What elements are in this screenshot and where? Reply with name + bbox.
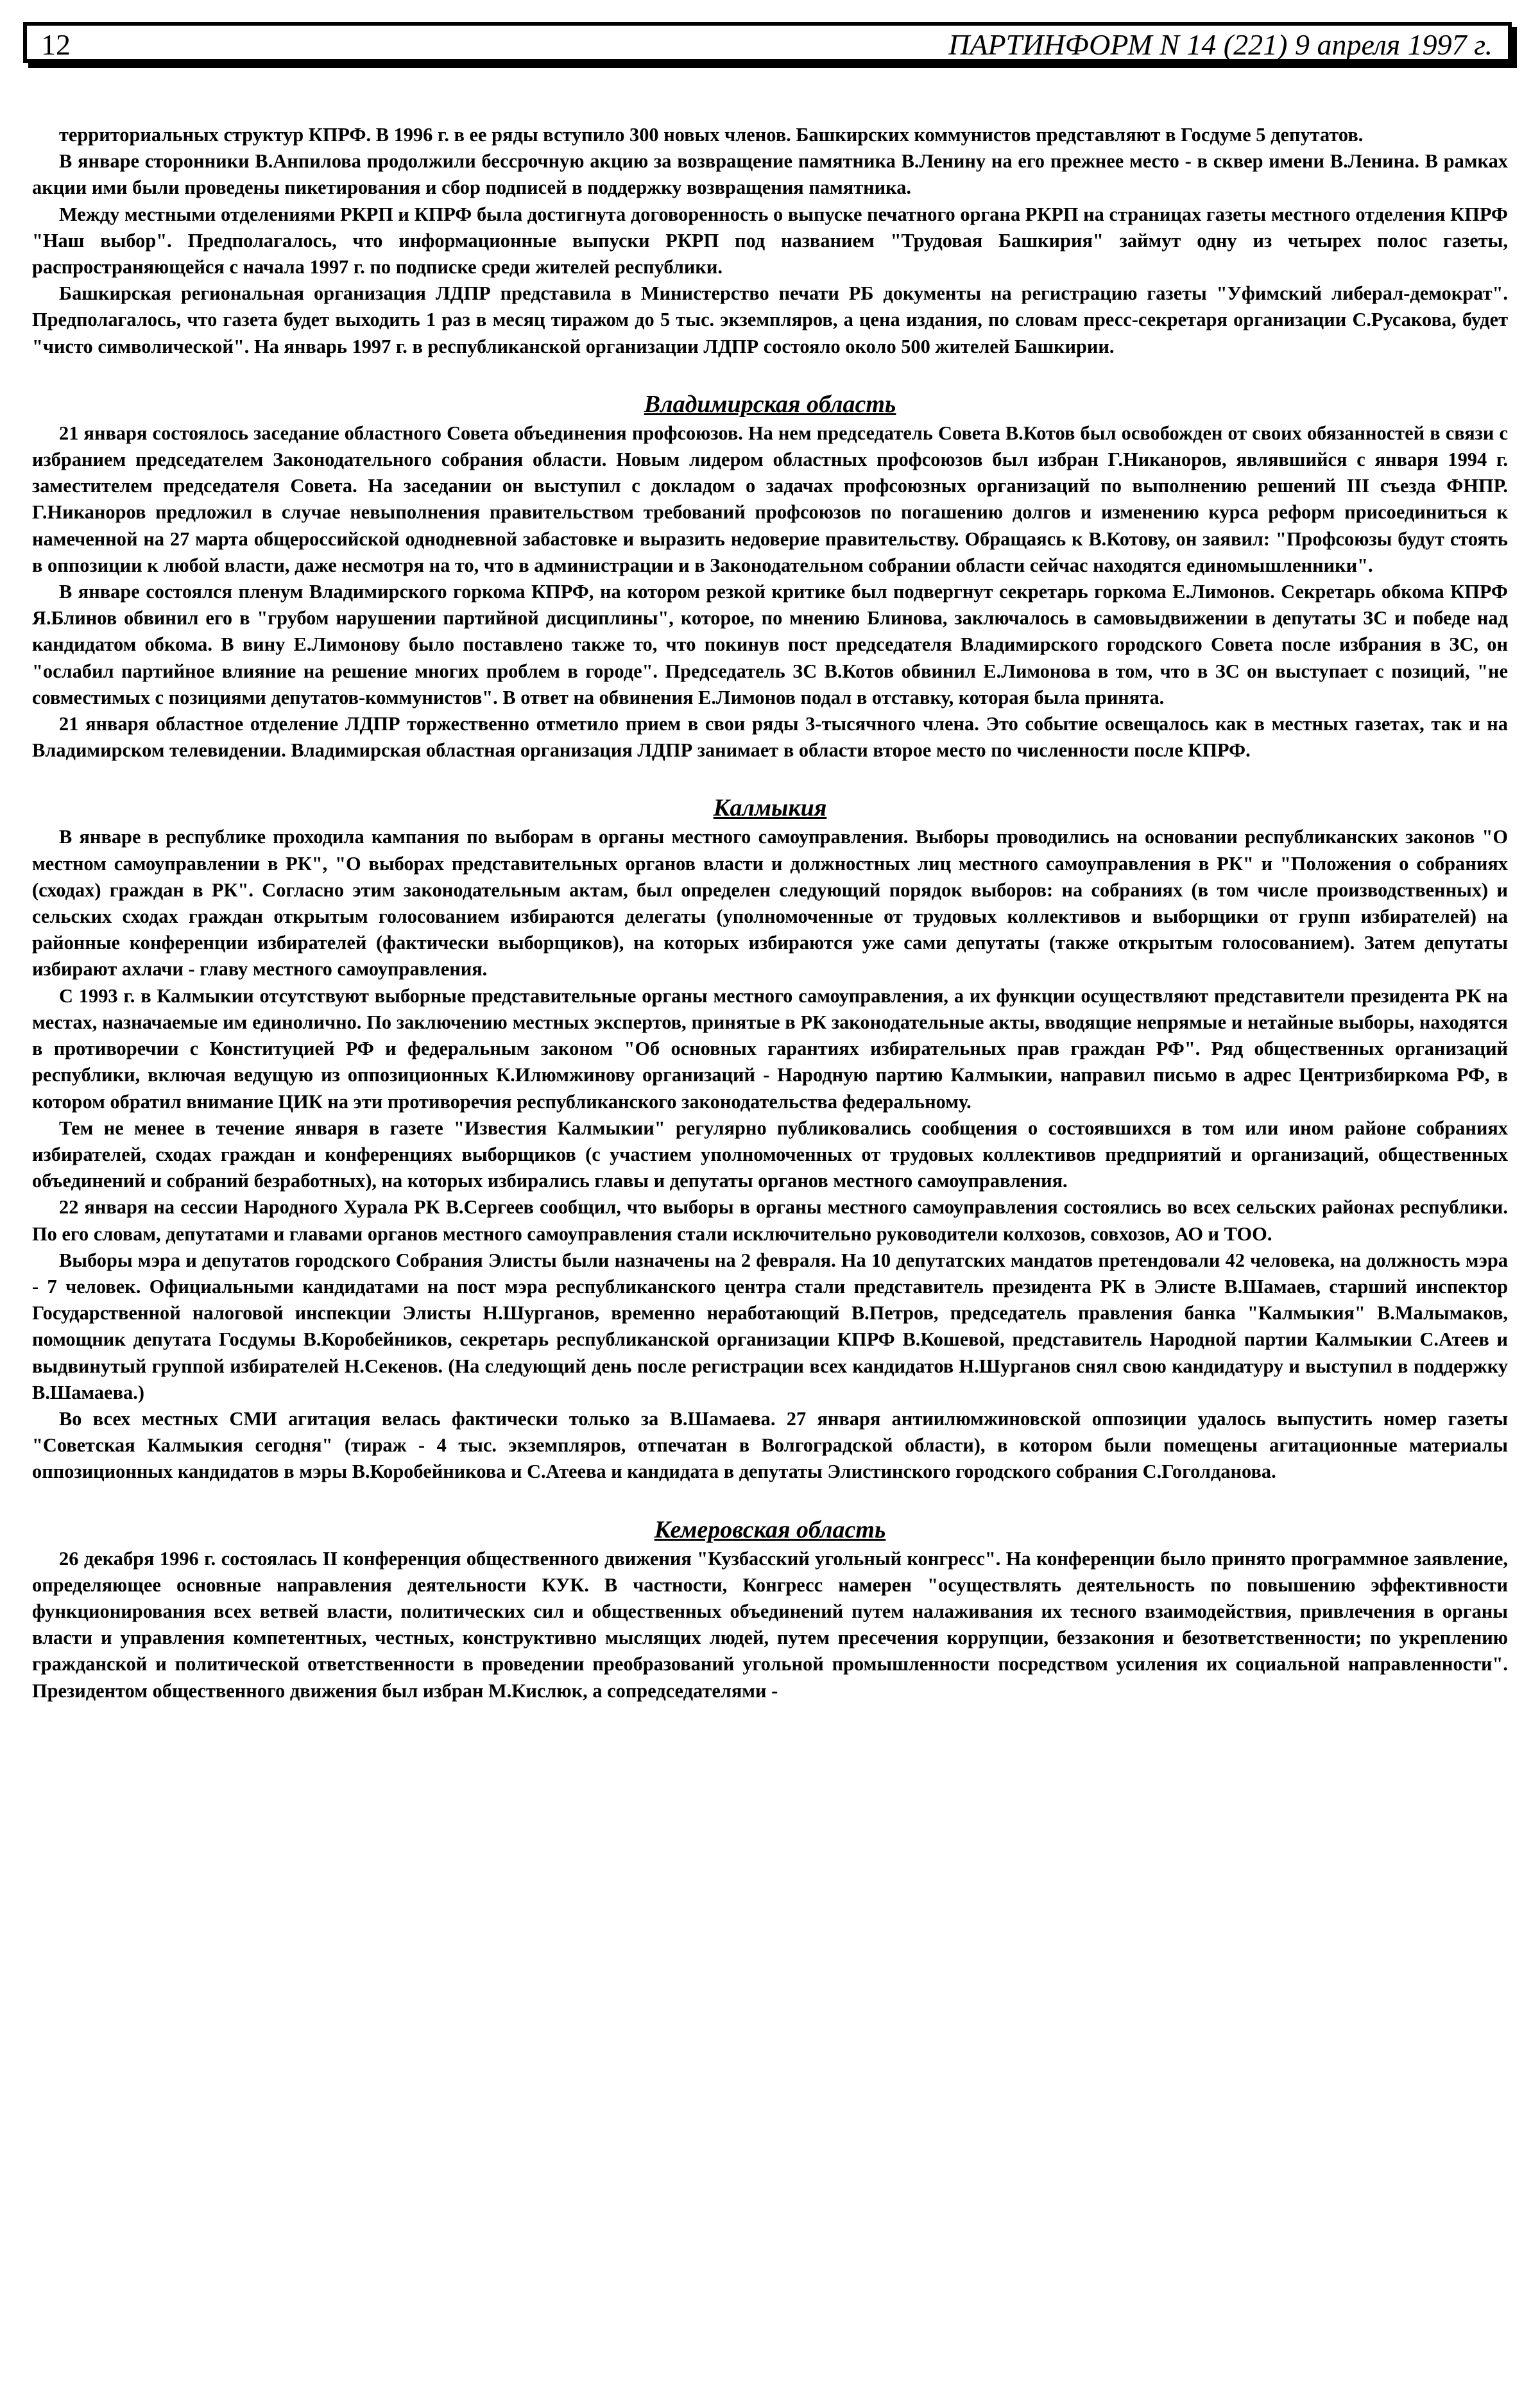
section-kalmykia bbox=[32, 792, 1508, 1485]
intro-block bbox=[32, 122, 1508, 360]
article-body bbox=[32, 122, 1508, 1704]
paragraph: С 1993 г. в Калмыкии отсутствуют выборные представительные органы местного самоуправления, а их функции осуществляют представители президента РК на местах, назначаемые им единолично. По заключению местных экспертов, принятые в РК законодательные акты, вводящие непрямые и нетайные выборы, находятся в противоречии с Конституцией РФ и федеральным законом "Об основных гарантиях избирательных прав граждан РФ". Ряд общественных организаций республики, включая ведущую из оппозиционных К.Илюмжинову организаций - Народную партию Калмыкии, направил письмо в адрес Центризбиркома РФ, в котором обратил внимание ЦИК на эти противоречия республиканского законодательства федеральному. bbox=[32, 984, 1508, 1113]
paragraph: территориальных структур КПРФ. В 1996 г. в ее ряды вступило 300 новых членов. Башкирских коммунистов представляют в Госдуме 5 депутатов. bbox=[59, 124, 1364, 146]
paragraph: Башкирская региональная организация ЛДПР представила в Министерство печати РБ документы на регистрацию газеты "Уфимский либерал-демократ". Предполагалось, что газета будет выходить 1 раз в месяц тиражом до 5 тыс. экземпляров, а цена издания, по словам пресс-секретаря организации С.Русакова, будет "чисто символической". На январь 1997 г. в республиканской организации ЛДПР состояло около 500 жителей Башкирии. bbox=[32, 282, 1508, 357]
paragraph: 22 января на сессии Народного Хурала РК В.Сергеев сообщил, что выборы в органы местного самоуправления состоялись во всех сельских районах республики. По его словам, депутатами и главами органов местного самоуправления стали исключительно руководители колхозов, совхозов, АО и ТОО. bbox=[32, 1196, 1508, 1245]
paragraph: 21 января состоялось заседание областного Совета объединения профсоюзов. На нем председатель Совета В.Котов был освобожден от своих обязанностей в связи с избранием председателем Законодательного собрания области. Новым лидером областных профсоюзов был избран Г.Никаноров, являвшийся с января 1994 г. заместителем председателя Совета. На заседании он выступил с докладом о задачах профсоюзных организаций по выполнению решений III съезда ФНПР. Г.Никаноров предложил в случае невыполнения правительством требований профсоюзов по погашению долгов и изменению курса реформ присоединиться к намеченной на 27 марта общероссийской однодневной забастовке и выразить недоверие правительству. Обращаясь к В.Котову, он заявил: "Профсоюзы будут стоять в оппозиции к любой власти, даже несмотря на то, что в администрации и в Законодательном собрании области сейчас находятся единомышленники". bbox=[32, 422, 1508, 576]
paragraph: Во всех местных СМИ агитация велась фактически только за В.Шамаева. 27 января антиилюмжиновской оппозиции удалось выпустить номер газеты "Советская Калмыкия сегодня" (тираж - 4 тыс. экземпляров, отпечатан в Волгоградской области), в котором были помещены агитационные материалы оппозиционных кандидатов в мэры В.Коробейникова и С.Атеева и кандидата в депутаты Элистинского городского собрания С.Гоголданова. bbox=[32, 1407, 1508, 1483]
paragraph: В январе в республике проходила кампания по выборам в органы местного самоуправления. Выборы проводились на основании республиканских законов "О местном самоуправлении в РК", "О выборах представительных органов власти и должностных лиц местного самоуправления в РК" и "Положения о собраниях (сходах) граждан в РК". Согласно этим законодательным актам, был определен следующий порядок выборов: на собраниях (в том числе производственных) и сельских сходах граждан открытым голосованием избираются делегаты (уполномоченные от трудовых коллективов и выборщики от групп избирателей) на районные конференции избирателей (фактически выборщиков), на которых избираются уже сами депутаты (также открытым голосованием). Затем депутаты избирают ахлачи - главу местного самоуправления. bbox=[32, 826, 1508, 981]
section-title: Кемеровская область bbox=[654, 1516, 886, 1543]
page-number: 12 bbox=[41, 28, 71, 61]
section-vladimir bbox=[32, 388, 1508, 764]
paragraph: 26 декабря 1996 г. состоялась II конференция общественного движения "Кузбасский угольный конгресс". На конференции было принято программное заявление, определяющее основные направления деятельности КУК. В частности, Конгресс намерен "осуществлять деятельность по повышению эффективности функционирования всех ветвей власти, политических сил и общественных объединений путем налаживания их тесного взаимодействия, привлечения в органы власти и управления компетентных, честных, конструктивно мыслящих людей, путем пресечения коррупции, беззакония и безответственности; по укреплению гражданской и политической ответственности в проведении преобразований угольной промышленности посредством усиления их социальной направленности". Президентом общественного движения был избран М.Кислюк, а сопредседателями - bbox=[32, 1547, 1508, 1702]
publication-title: ПАРТИНФОРМ N 14 (221) 9 апреля 1997 г. bbox=[948, 28, 1493, 61]
paragraph: Тем не менее в течение января в газете "Известия Калмыкии" регулярно публиковались сообщения о состоявшихся в том или ином районе собраниях избирателей, сходах граждан и конференциях выборщиков (с участием уполномоченных от трудовых коллективов предприятий и организаций, общественных объединений и собраний безработных), на которых избирались главы и депутаты органов местного самоуправления. bbox=[32, 1117, 1508, 1192]
page-header bbox=[23, 22, 1512, 63]
paragraph: Выборы мэра и депутатов городского Собрания Элисты были назначены на 2 февраля. На 10 депутатских мандатов претендовали 42 человека, на должность мэра - 7 человек. Официальными кандидатами на пост мэра республиканского центра стали представитель президента РК в Элисте В.Шамаев, старший инспектор Государственной налоговой инспекции Элисты Н.Шурганов, временно неработающий В.Петров, председатель правления банка "Калмыкия" В.Малымаков, помощник депутата Госдумы В.Коробейников, секретарь республиканской организации КПРФ В.Кошевой, представитель Народной партии Калмыкии С.Атеев и выдвинутый группой избирателей Н.Секенов. (На следующий день после регистрации всех кандидатов Н.Шурганов снял свою кандидатуру и выступил в поддержку В.Шамаева.) bbox=[32, 1249, 1508, 1403]
section-kemerovo bbox=[32, 1514, 1508, 1704]
paragraph: Между местными отделениями РКРП и КПРФ была достигнута договоренность о выпуске печатного органа РКРП на страницах газеты местного отделения КПРФ "Наш выбор". Предполагалось, что информационные выпуски РКРП под названием "Трудовая Башкирия" займут одну из четырех полос газеты, распространяющейся с начала 1997 г. по подписке среди жителей республики. bbox=[32, 203, 1508, 278]
paragraph: В январе сторонники В.Анпилова продолжили бессрочную акцию за возвращение памятника В.Ленину на его прежнее место - в сквер имени В.Ленина. В рамках акции ими были проведены пикетирования и сбор подписей в поддержку возвращения памятника. bbox=[32, 150, 1508, 199]
paragraph: 21 января областное отделение ЛДПР торжественно отметило прием в свои ряды 3-тысячного члена. Это событие освещалось как в местных газетах, так и на Владимирском телевидении. Владимирская областная организация ЛДПР занимает в области второе место по численности после КПРФ. bbox=[32, 713, 1508, 762]
section-title: Калмыкия bbox=[713, 794, 827, 822]
paragraph: В январе состоялся пленум Владимирского горкома КПРФ, на котором резкой критике был подвергнут секретарь горкома Е.Лимонов. Секретарь обкома КПРФ Я.Блинов обвинил его в "грубом нарушении партийной дисциплины", которое, по мнению Блинова, заключалось в самовыдвижении в депутаты ЗС и победе над кандидатом обкома. В вину Е.Лимонову было поставлено также то, что покинув пост председателя Владимирского городского Совета после избрания в ЗС, он "ослабил партийное влияние на решение многих проблем в городе". Председатель ЗС В.Котов обвинил Е.Лимонова в том, что в ЗС он выступает с позиций, "не совместимых с позициями депутатов-коммунистов". В ответ на обвинения Е.Лимонов подал в отставку, которая была принята. bbox=[32, 581, 1508, 708]
section-title: Владимирская область bbox=[644, 390, 896, 418]
